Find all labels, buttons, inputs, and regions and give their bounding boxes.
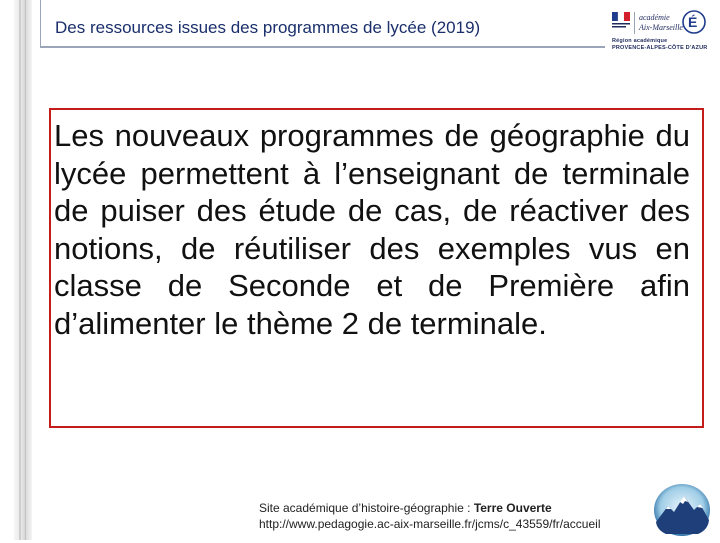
- footer-site-name: Terre Ouverte: [473, 501, 552, 515]
- logo-region-name: PROVENCE-ALPES-CÔTE D'AZUR: [612, 45, 708, 51]
- svg-text:Aix-Marseille: Aix-Marseille: [639, 23, 683, 32]
- footer-url-link[interactable]: http://www.pedagogie.ac-aix-marseille.fr/jcms/c_43559/fr/accueil: [259, 517, 601, 531]
- footer-site-line: [259, 500, 600, 516]
- header-rule: [40, 46, 605, 48]
- decorative-left-bar: [14, 0, 32, 540]
- main-paragraph: Les nouveaux programmes de géographie du lycée permettent à l’enseignant de terminale de puiser des étude de cas, de réactiver des notions, de réutiliser des exemples vus en classe de Seconde et de Première afin d’alimenter le thème 2 de terminale.: [54, 118, 690, 341]
- svg-text:académie: académie: [639, 13, 670, 22]
- logo-region-label: Région académique: [612, 38, 668, 44]
- footer-site-prefix: Site académique d’histoire-géographie :: [259, 501, 474, 515]
- header-vertical-rule: [40, 0, 41, 46]
- academy-logo-icon: [612, 8, 708, 54]
- slide-title: Des ressources issues des programmes de lycée (2019): [55, 18, 481, 37]
- terre-ouverte-mountain-icon: [652, 482, 712, 538]
- footer-credits: [259, 500, 600, 532]
- svg-text:É: É: [688, 14, 698, 30]
